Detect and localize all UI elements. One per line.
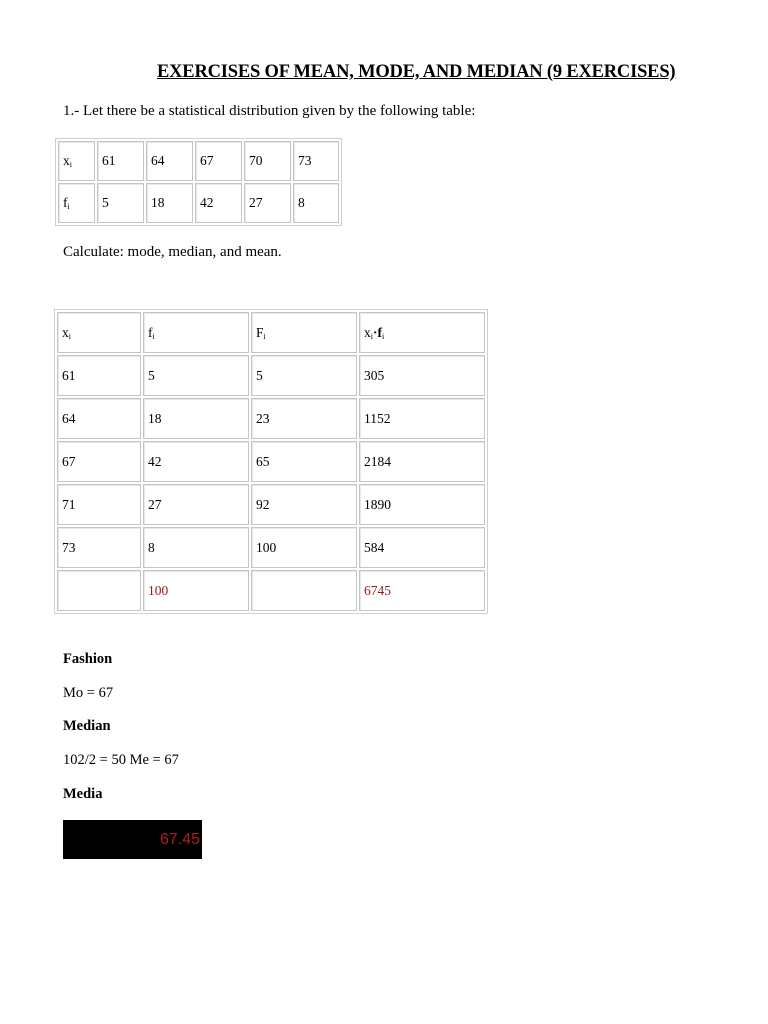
distribution-table	[55, 138, 342, 226]
table-cell: 67	[195, 141, 242, 181]
table-cell: 1152	[359, 398, 485, 439]
table-cell: 27	[143, 484, 249, 525]
table-cell: 67	[57, 441, 141, 482]
mean-result-image	[63, 820, 202, 859]
table-cell: 8	[293, 183, 339, 223]
table-cell: 18	[143, 398, 249, 439]
header-xi-fi: $x_i\cdot f_i$	[359, 312, 485, 353]
media-heading: Media	[63, 786, 103, 802]
mean-value: 67.45	[159, 830, 200, 848]
total-frequency: 100	[143, 570, 249, 611]
table-cell: 8	[143, 527, 249, 568]
table-cell: 70	[244, 141, 291, 181]
calculate-instruction: Calculate: mode, median, and mean.	[63, 244, 282, 260]
fashion-heading: Fashion	[63, 651, 113, 667]
table-cell: 23	[251, 398, 357, 439]
header-xi: $x_i$	[57, 312, 141, 353]
table-cell: 61	[97, 141, 144, 181]
table-cell: 64	[146, 141, 193, 181]
table-cell: 100	[251, 527, 357, 568]
totals-row	[57, 570, 485, 611]
table-cell: 73	[293, 141, 339, 181]
table-row	[58, 141, 339, 181]
table-cell: 42	[143, 441, 249, 482]
table-cell: 2184	[359, 441, 485, 482]
row-label-x: $x_i$	[58, 141, 95, 181]
table-cell: 64	[57, 398, 141, 439]
table-cell: 5	[251, 355, 357, 396]
table-cell	[57, 570, 141, 611]
table-cell: 27	[244, 183, 291, 223]
header-Fi: $F_i$	[251, 312, 357, 353]
table-cell: 71	[57, 484, 141, 525]
table-cell: 61	[57, 355, 141, 396]
table-row	[57, 355, 485, 396]
total-product: 6745	[359, 570, 485, 611]
header-fi: $f_i$	[143, 312, 249, 353]
table-header-row	[57, 312, 485, 353]
table-row	[57, 398, 485, 439]
median-heading: Median	[63, 718, 111, 734]
row-label-f: $f_i$	[58, 183, 95, 223]
mode-result: Mo = 67	[63, 685, 114, 701]
table-cell: 42	[195, 183, 242, 223]
intro-text: 1.- Let there be a statistical distribution given by the following table:	[63, 103, 476, 119]
table-cell: 18	[146, 183, 193, 223]
table-row	[57, 527, 485, 568]
table-cell: 305	[359, 355, 485, 396]
frequency-table	[54, 309, 488, 614]
table-cell: 5	[143, 355, 249, 396]
table-cell: 65	[251, 441, 357, 482]
table-row	[57, 484, 485, 525]
table-cell: 73	[57, 527, 141, 568]
table-row	[57, 441, 485, 482]
page-title: EXERCISES OF MEAN, MODE, AND MEDIAN (9 EXERCISES)	[157, 62, 676, 82]
table-cell: 584	[359, 527, 485, 568]
table-cell: 1890	[359, 484, 485, 525]
table-row	[58, 183, 339, 223]
table-cell	[251, 570, 357, 611]
table-cell: 5	[97, 183, 144, 223]
table-cell: 92	[251, 484, 357, 525]
median-result: 102/2 = 50 Me = 67	[63, 752, 179, 768]
